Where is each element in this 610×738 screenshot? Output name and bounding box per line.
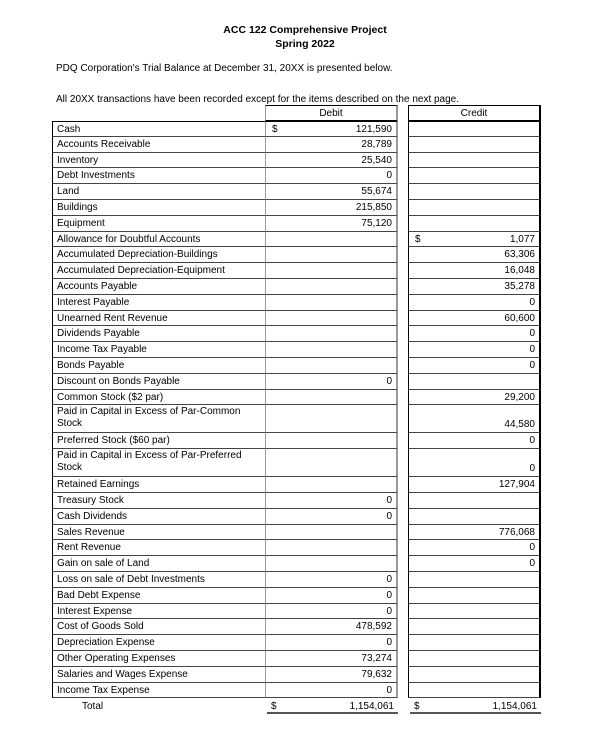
credit-value: 0 [529, 463, 535, 475]
credit-value: 0 [529, 296, 535, 308]
debit-value: 55,674 [361, 186, 392, 198]
credit-cell [408, 604, 541, 620]
debit-value: 28,789 [361, 138, 392, 150]
account-name: Income Tax Expense [52, 683, 265, 699]
debit-value: 0 [386, 170, 392, 182]
credit-cell [408, 247, 541, 263]
credit-cell [408, 263, 541, 279]
debit-cell [265, 433, 398, 449]
account-name: Bad Debt Expense [52, 588, 265, 604]
account-name: Retained Earnings [52, 477, 265, 493]
credit-value: 0 [529, 328, 535, 340]
debit-cell [265, 295, 398, 311]
total-row [52, 699, 552, 715]
credit-cell [408, 168, 541, 184]
credit-cell [408, 121, 541, 137]
credit-cell [408, 232, 541, 248]
currency-symbol: $ [415, 233, 421, 245]
debit-cell [265, 572, 398, 588]
total-credit-cell [410, 699, 541, 714]
credit-cell [408, 477, 541, 493]
credit-value: 44,580 [504, 419, 535, 431]
credit-cell [408, 651, 541, 667]
account-name: Depreciation Expense [52, 635, 265, 651]
intro-text: PDQ Corporation's Trial Balance at December 31, 20XX is presented below. [56, 63, 393, 74]
account-name: Common Stock ($2 par) [52, 390, 265, 406]
account-name: Equipment [52, 216, 265, 232]
account-name: Paid in Capital in Excess of Par-Preferred Stock [52, 449, 265, 477]
account-name: Discount on Bonds Payable [52, 374, 265, 390]
account-name: Land [52, 184, 265, 200]
debit-value: 0 [386, 510, 392, 522]
credit-cell [408, 588, 541, 604]
account-name: Cash [52, 121, 265, 137]
debit-cell [265, 604, 398, 620]
debit-cell [265, 667, 398, 683]
debit-cell [265, 405, 398, 433]
debit-value: 478,592 [355, 621, 392, 633]
account-name: Other Operating Expenses [52, 651, 265, 667]
currency-symbol: $ [414, 701, 420, 712]
account-name: Inventory [52, 153, 265, 169]
debit-cell [265, 168, 398, 184]
debit-value: 0 [386, 684, 392, 696]
credit-cell [408, 342, 541, 358]
credit-cell [408, 449, 541, 477]
credit-cell [408, 295, 541, 311]
account-name: Allowance for Doubtful Accounts [52, 232, 265, 248]
credit-cell [408, 635, 541, 651]
total-credit-value: 1,154,061 [492, 701, 537, 712]
document-subtitle: Spring 2022 [275, 38, 335, 50]
debit-value: 75,120 [361, 217, 392, 229]
account-name: Bonds Payable [52, 358, 265, 374]
debit-cell [265, 342, 398, 358]
credit-cell [408, 153, 541, 169]
debit-cell [265, 493, 398, 509]
debit-cell [265, 311, 398, 327]
debit-value: 215,850 [355, 201, 392, 213]
debit-value: 0 [386, 637, 392, 649]
account-name: Cash Dividends [52, 509, 265, 525]
credit-cell [408, 405, 541, 433]
debit-value: 79,632 [361, 668, 392, 680]
debit-cell [265, 651, 398, 667]
debit-cell [265, 153, 398, 169]
debit-cell [265, 635, 398, 651]
credit-value: 60,600 [504, 312, 535, 324]
currency-symbol: $ [272, 124, 278, 135]
debit-value: 121,590 [355, 124, 392, 135]
account-name: Gain on sale of Land [52, 556, 265, 572]
credit-value: 0 [529, 435, 535, 447]
debit-cell [265, 540, 398, 556]
credit-column-header: Credit [408, 105, 541, 121]
account-name: Sales Revenue [52, 525, 265, 541]
debit-cell [265, 279, 398, 295]
account-name: Income Tax Payable [52, 342, 265, 358]
account-name: Loss on sale of Debt Investments [52, 572, 265, 588]
credit-cell [408, 137, 541, 153]
debit-cell [265, 390, 398, 406]
credit-cell [408, 572, 541, 588]
account-name: Accounts Receivable [52, 137, 265, 153]
debit-value: 25,540 [361, 154, 392, 166]
credit-cell [408, 358, 541, 374]
credit-cell [408, 374, 541, 390]
credit-cell [408, 493, 541, 509]
credit-cell [408, 509, 541, 525]
credit-value: 776,068 [498, 526, 535, 538]
debit-cell [265, 449, 398, 477]
debit-cell [265, 232, 398, 248]
debit-value: 0 [386, 494, 392, 506]
document-title: ACC 122 Comprehensive Project [223, 24, 387, 36]
credit-value: 0 [529, 344, 535, 356]
account-name: Dividends Payable [52, 326, 265, 342]
credit-cell [408, 216, 541, 232]
account-name: Treasury Stock [52, 493, 265, 509]
total-debit-cell [267, 699, 398, 714]
note-text: All 20XX transactions have been recorded except for the items described on the next page. [56, 94, 460, 105]
debit-cell [265, 588, 398, 604]
credit-cell [408, 540, 541, 556]
debit-cell [265, 358, 398, 374]
debit-value: 73,274 [361, 652, 392, 664]
account-name: Rent Revenue [52, 540, 265, 556]
credit-cell [408, 433, 541, 449]
credit-cell [408, 683, 541, 699]
account-name: Accounts Payable [52, 279, 265, 295]
debit-cell [265, 525, 398, 541]
credit-value: 63,306 [504, 249, 535, 261]
credit-value: 29,200 [504, 391, 535, 403]
debit-value: 0 [386, 589, 392, 601]
credit-cell [408, 200, 541, 216]
account-name: Unearned Rent Revenue [52, 311, 265, 327]
credit-value: 1,077 [509, 233, 535, 245]
debit-value: 0 [386, 375, 392, 387]
currency-symbol: $ [271, 701, 277, 712]
debit-cell [265, 184, 398, 200]
debit-cell [265, 200, 398, 216]
credit-cell [408, 619, 541, 635]
credit-value: 35,278 [504, 280, 535, 292]
account-name: Salaries and Wages Expense [52, 667, 265, 683]
credit-cell [408, 279, 541, 295]
debit-cell [265, 556, 398, 572]
credit-cell [408, 390, 541, 406]
debit-value: 0 [386, 573, 392, 585]
credit-value: 127,904 [498, 479, 535, 491]
total-label: Total [82, 701, 104, 712]
debit-cell [265, 121, 398, 137]
debit-cell [265, 374, 398, 390]
account-name: Debt Investments [52, 168, 265, 184]
credit-cell [408, 556, 541, 572]
account-name: Cost of Goods Sold [52, 619, 265, 635]
credit-value: 0 [529, 558, 535, 570]
credit-cell [408, 667, 541, 683]
debit-cell [265, 683, 398, 699]
debit-cell [265, 477, 398, 493]
credit-cell [408, 525, 541, 541]
account-name: Paid in Capital in Excess of Par-Common Stock [52, 405, 265, 433]
credit-cell [408, 311, 541, 327]
debit-column-header: Debit [265, 105, 398, 121]
debit-cell [265, 263, 398, 279]
account-name: Accumulated Depreciation-Equipment [52, 263, 265, 279]
debit-cell [265, 137, 398, 153]
total-debit-value: 1,154,061 [349, 701, 394, 712]
debit-cell [265, 619, 398, 635]
credit-cell [408, 184, 541, 200]
account-name: Interest Payable [52, 295, 265, 311]
account-name: Buildings [52, 200, 265, 216]
debit-cell [265, 247, 398, 263]
account-name: Interest Expense [52, 604, 265, 620]
credit-value: 0 [529, 542, 535, 554]
account-name: Accumulated Depreciation-Buildings [52, 247, 265, 263]
credit-value: 16,048 [504, 265, 535, 277]
debit-value: 0 [386, 605, 392, 617]
credit-cell [408, 326, 541, 342]
account-name: Preferred Stock ($60 par) [52, 433, 265, 449]
debit-cell [265, 216, 398, 232]
debit-cell [265, 509, 398, 525]
debit-cell [265, 326, 398, 342]
credit-value: 0 [529, 359, 535, 371]
